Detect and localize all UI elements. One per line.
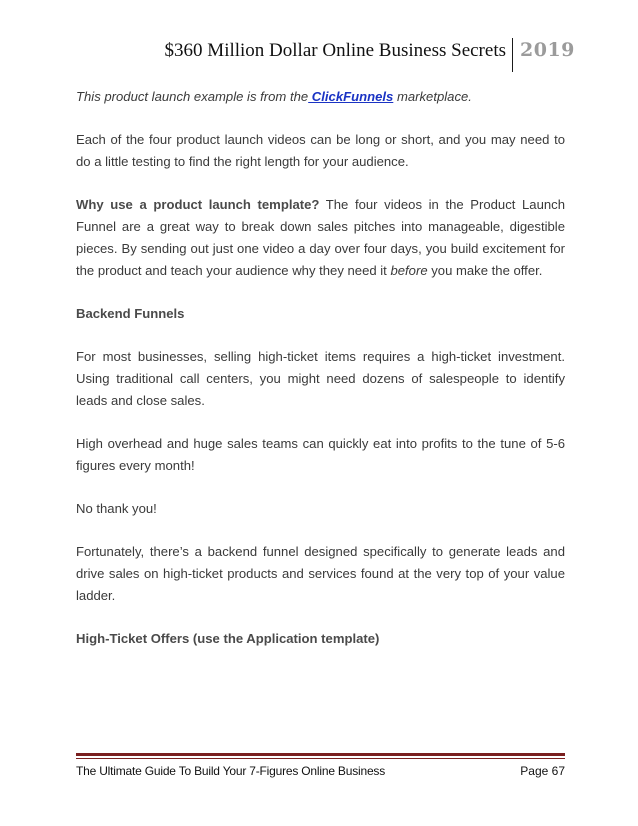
heading-backend-funnels: Backend Funnels bbox=[76, 306, 185, 321]
paragraph-high-ticket-investment: For most businesses, selling high-ticket items requires a high-ticket investment. Using traditional call centers, you might need dozens of salespeople to identify leads and close sales. bbox=[76, 349, 565, 408]
source-text-after: marketplace. bbox=[393, 89, 472, 104]
why-template-text-1: The four videos in the Product Launch Funnel are a great way to break down sales pitches into manageable, digestible pieces. By sending out just one video a day over four days, you build excitement for the product and teach your audience why they need it bbox=[76, 197, 565, 278]
footer-rule-thick bbox=[76, 753, 565, 756]
paragraph-source bbox=[76, 86, 565, 108]
paragraph-why-template bbox=[76, 194, 565, 282]
heading-high-ticket-offers: High-Ticket Offers (use the Application template) bbox=[76, 631, 380, 646]
page-body bbox=[76, 86, 565, 671]
footer-rule-thin bbox=[76, 758, 565, 759]
clickfunnels-link[interactable]: ClickFunnels bbox=[308, 89, 394, 104]
why-template-question: Why use a product launch template? bbox=[76, 197, 320, 212]
source-text-before: This product launch example is from the bbox=[76, 89, 309, 104]
header-divider bbox=[512, 38, 513, 72]
why-template-text-2: you make the offer. bbox=[427, 263, 543, 278]
paragraph-fortunately: Fortunately, there’s a backend funnel designed specifically to generate leads and drive sales on high-ticket products and services found at the very top of your value ladder. bbox=[76, 544, 565, 603]
why-template-emphasis: before bbox=[390, 263, 428, 278]
footer-page-number: Page 67 bbox=[520, 764, 565, 778]
page-header bbox=[76, 34, 575, 74]
header-title: $360 Million Dollar Online Business Secrets bbox=[164, 40, 506, 61]
header-year: 2019 bbox=[520, 39, 575, 61]
paragraph-video-length: Each of the four product launch videos can be long or short, and you may need to do a little testing to find the right length for your audience. bbox=[76, 132, 565, 169]
footer-guide-title: The Ultimate Guide To Build Your 7-Figures Online Business bbox=[76, 764, 386, 778]
paragraph-overhead: High overhead and huge sales teams can quickly eat into profits to the tune of 5-6 figures every month! bbox=[76, 436, 565, 473]
paragraph-no-thank-you: No thank you! bbox=[76, 501, 157, 516]
